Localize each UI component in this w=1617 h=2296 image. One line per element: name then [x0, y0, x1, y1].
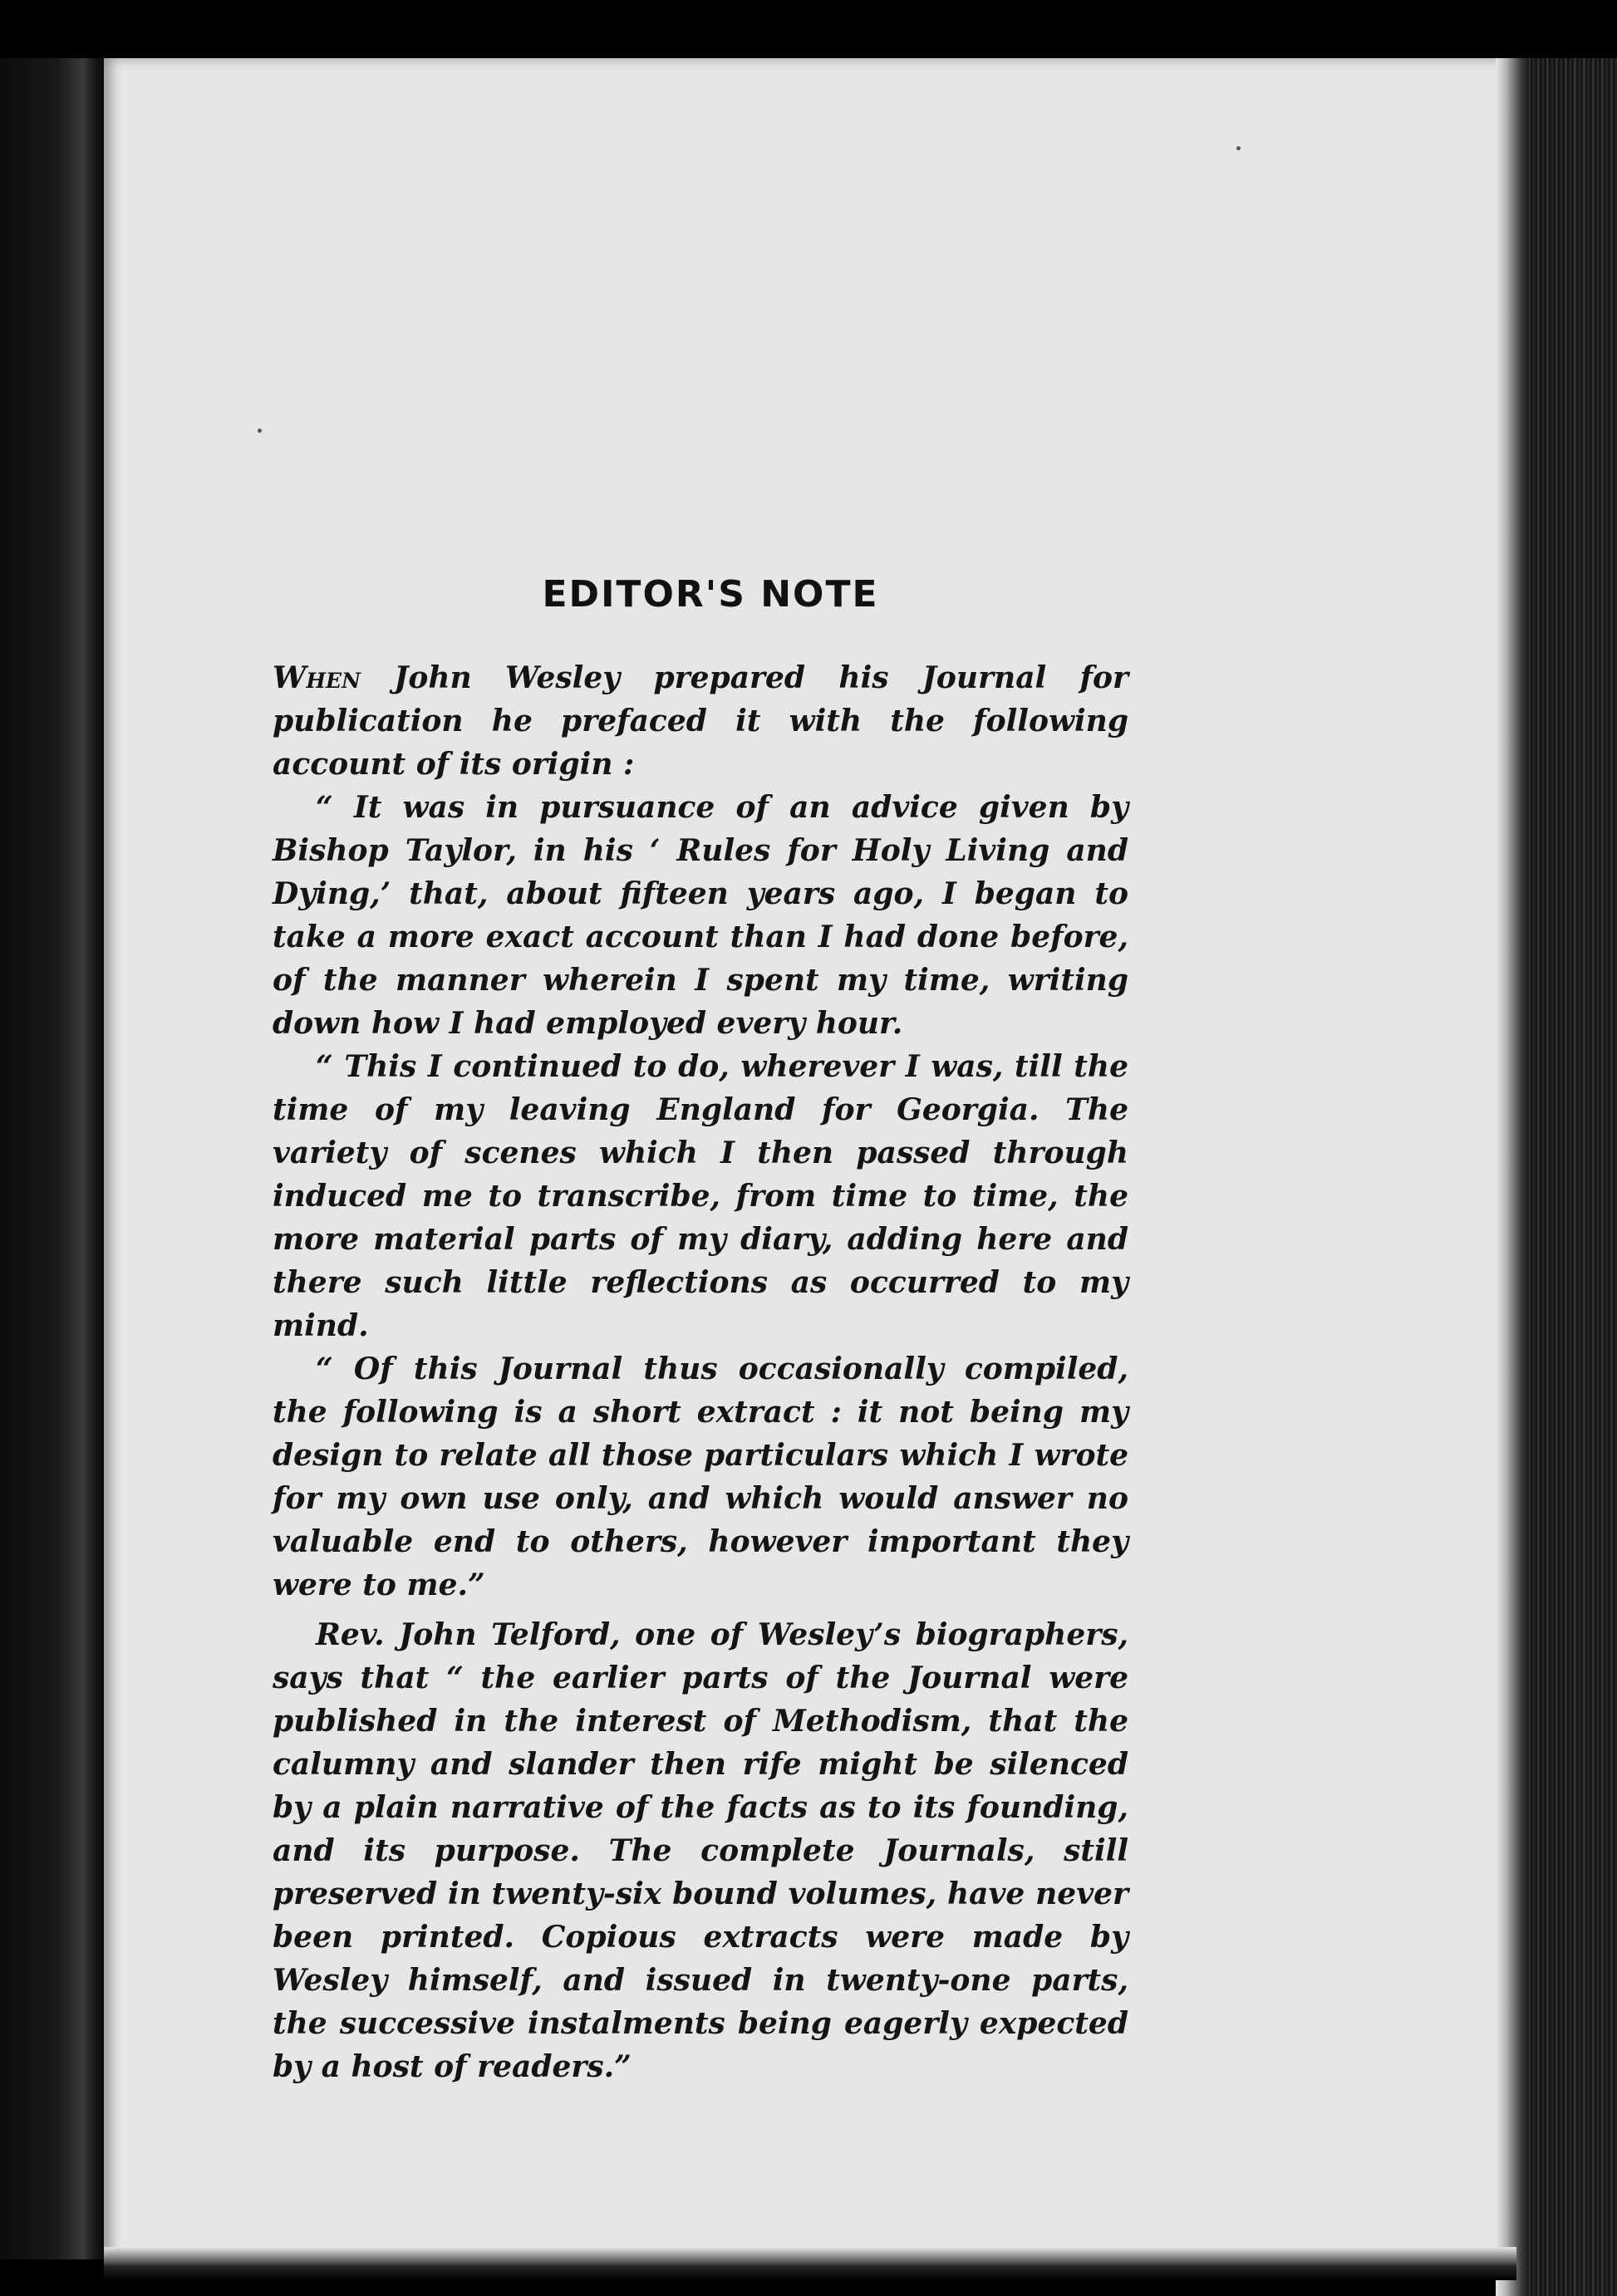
paragraph-5: Rev. John Telford, one of Wesley’s biographers, says that “ the earlier parts of the Journal were published in the interest of Methodism, that the calumny and slander then rife might be silenced by a plain narrative of the facts as to its founding, and its purpose. The complete Journals, still preserved in twenty-six bound volumes, have never been printed. Copious extracts were made by Wesley himself, and issued in twenty-one parts, the successive instalments being eagerly expected by a host of readers.”: [273, 1617, 1128, 2084]
paragraph-3: “ This I continued to do, wherever I was, till the time of my leaving England for Georgia. The variety of scenes which I then passed through induced me to transcribe, from time to time, the more material parts of my diary, adding here and there such little reflections as occurred to my mind.: [273, 1049, 1128, 1343]
paper-speck: [1236, 146, 1241, 150]
paragraph-2: “ It was in pursuance of an advice given by Bishop Taylor, in his ‘ Rules for Holy Living and Dying,’ that, about fifteen years ago, I began to take a more exact account than I had done before, of the manner wherein I spent my time, writing down how I had employed every hour.: [273, 790, 1128, 1041]
bottom-page-edge: [104, 2247, 1516, 2280]
left-page-gutter: [0, 58, 104, 2259]
page-title: EDITOR'S NOTE: [542, 573, 879, 616]
paper-speck: [258, 429, 262, 433]
note-body: [273, 656, 1128, 2088]
lead-word: When: [273, 660, 361, 695]
right-edge-shadow: [1496, 58, 1529, 2296]
paragraph-4: “ Of this Journal thus occasionally compiled, the following is a short extract : it not being my design to relate all those particulars which I wrote for my own use only, and which would answer no valuable end to others, however important they were to me.”: [273, 1352, 1128, 1602]
paragraph-text: John Wesley prepared his Journal for publication he prefaced it with the following account of its origin :: [273, 660, 1128, 782]
paragraph-1: [273, 656, 1128, 786]
